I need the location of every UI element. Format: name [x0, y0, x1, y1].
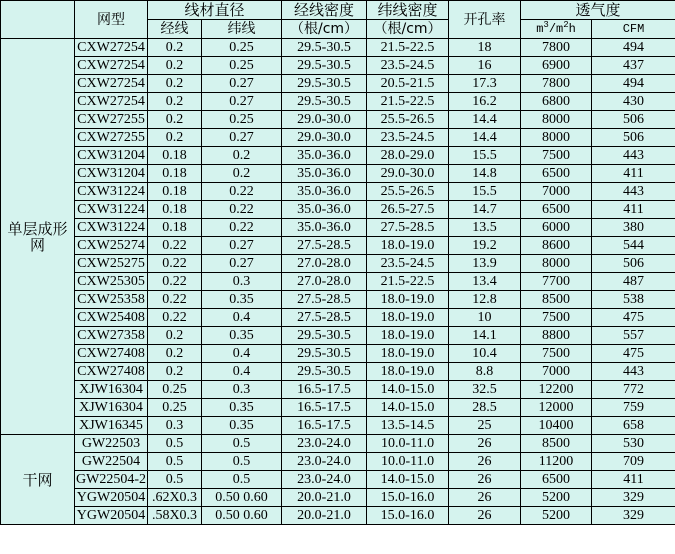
open-area-cell: 28.5	[449, 399, 521, 417]
model-cell: CXW25408	[75, 309, 148, 327]
warp-cell: 0.2	[148, 129, 202, 147]
warp-cell: 0.5	[148, 471, 202, 489]
weft-density-cell: 23.5-24.5	[367, 129, 449, 147]
weft-cell: 0.27	[202, 129, 282, 147]
weft-density-cell: 18.0-19.0	[367, 309, 449, 327]
model-cell: GW22503	[75, 435, 148, 453]
open-area-cell: 14.1	[449, 327, 521, 345]
permeability-cfm-cell: 437	[592, 57, 675, 75]
warp-density-cell: 29.5-30.5	[282, 39, 367, 57]
weft-density-cell: 21.5-22.5	[367, 93, 449, 111]
permeability-cfm-cell: 329	[592, 489, 675, 507]
table-row	[1, 327, 675, 345]
weft-cell: 0.3	[202, 273, 282, 291]
weft-cell: 0.50 0.60	[202, 489, 282, 507]
weft-density-cell: 28.0-29.0	[367, 147, 449, 165]
open-area-cell: 13.4	[449, 273, 521, 291]
table-body	[1, 39, 675, 525]
permeability-m3-cell: 12200	[521, 381, 592, 399]
open-area-cell: 14.8	[449, 165, 521, 183]
permeability-m3-cell: 5200	[521, 507, 592, 525]
weft-cell: 0.4	[202, 345, 282, 363]
open-area-cell: 16	[449, 57, 521, 75]
table-row	[1, 219, 675, 237]
warp-density-cell: 23.0-24.0	[282, 471, 367, 489]
model-cell: YGW20504	[75, 489, 148, 507]
warp-density-cell: 27.5-28.5	[282, 237, 367, 255]
table-row	[1, 255, 675, 273]
permeability-m3-cell: 7800	[521, 75, 592, 93]
permeability-cfm-cell: 772	[592, 381, 675, 399]
weft-cell: 0.25	[202, 111, 282, 129]
warp-cell: 0.2	[148, 111, 202, 129]
model-cell: GW22504	[75, 453, 148, 471]
weft-density-cell: 13.5-14.5	[367, 417, 449, 435]
model-cell: CXW27254	[75, 39, 148, 57]
open-area-cell: 14.4	[449, 111, 521, 129]
warp-density-header: 经线密度	[282, 1, 367, 20]
warp-cell: 0.2	[148, 363, 202, 381]
model-cell: CXW27254	[75, 57, 148, 75]
open-area-cell: 19.2	[449, 237, 521, 255]
table-row	[1, 507, 675, 525]
warp-cell: 0.5	[148, 435, 202, 453]
permeability-m3-cell: 8600	[521, 237, 592, 255]
warp-cell: .58X0.3	[148, 507, 202, 525]
model-cell: CXW27255	[75, 111, 148, 129]
warp-cell: 0.22	[148, 309, 202, 327]
weft-density-cell: 18.0-19.0	[367, 327, 449, 345]
model-cell: CXW27254	[75, 75, 148, 93]
table-row	[1, 57, 675, 75]
warp-density-cell: 27.5-28.5	[282, 291, 367, 309]
group-header-blank	[1, 1, 75, 39]
weft-density-cell: 21.5-22.5	[367, 39, 449, 57]
weft-cell: 0.35	[202, 291, 282, 309]
table-row	[1, 471, 675, 489]
permeability-cfm-cell: 487	[592, 273, 675, 291]
table-row	[1, 273, 675, 291]
permeability-cfm-cell: 530	[592, 435, 675, 453]
permeability-m3-cell: 6500	[521, 201, 592, 219]
model-cell: CXW31224	[75, 201, 148, 219]
model-cell: CXW31204	[75, 147, 148, 165]
permeability-cfm-cell: 494	[592, 39, 675, 57]
table-row	[1, 381, 675, 399]
permeability-m3-cell: 6800	[521, 93, 592, 111]
open-area-cell: 26	[449, 507, 521, 525]
warp-density-cell: 20.0-21.0	[282, 507, 367, 525]
warp-density-cell: 27.5-28.5	[282, 309, 367, 327]
table-row	[1, 237, 675, 255]
weft-density-cell: 14.0-15.0	[367, 471, 449, 489]
weft-cell: 0.22	[202, 201, 282, 219]
weft-density-cell: 18.0-19.0	[367, 291, 449, 309]
model-cell: YGW20504	[75, 507, 148, 525]
warp-cell: 0.2	[148, 327, 202, 345]
table-row	[1, 435, 675, 453]
weft-cell: 0.5	[202, 471, 282, 489]
permeability-cfm-cell: 411	[592, 471, 675, 489]
model-cell: CXW27254	[75, 93, 148, 111]
model-cell: CXW31224	[75, 183, 148, 201]
weft-density-cell: 18.0-19.0	[367, 237, 449, 255]
weft-cell: 0.22	[202, 219, 282, 237]
table-row	[1, 453, 675, 471]
weft-density-cell: 14.0-15.0	[367, 381, 449, 399]
warp-cell: 0.2	[148, 93, 202, 111]
permeability-cfm-cell: 506	[592, 255, 675, 273]
open-area-cell: 10.4	[449, 345, 521, 363]
weft-density-cell: 25.5-26.5	[367, 183, 449, 201]
warp-cell: 0.18	[148, 219, 202, 237]
permeability-m3-cell: 7800	[521, 39, 592, 57]
weft-density-cell: 14.0-15.0	[367, 399, 449, 417]
permeability-m3-cell: 8000	[521, 129, 592, 147]
warp-cell: 0.2	[148, 75, 202, 93]
weft-density-unit: （根/cm）	[367, 20, 449, 39]
weft-cell: 0.25	[202, 39, 282, 57]
warp-cell: 0.22	[148, 237, 202, 255]
weft-density-cell: 25.5-26.5	[367, 111, 449, 129]
warp-density-cell: 35.0-36.0	[282, 183, 367, 201]
model-cell: XJW16304	[75, 399, 148, 417]
permeability-m3-cell: 6500	[521, 471, 592, 489]
permeability-cfm-cell: 443	[592, 147, 675, 165]
table-row	[1, 93, 675, 111]
permeability-m3-cell: 7000	[521, 183, 592, 201]
weft-cell: 0.4	[202, 363, 282, 381]
weft-density-cell: 10.0-11.0	[367, 453, 449, 471]
weft-cell: 0.27	[202, 93, 282, 111]
warp-density-cell: 29.0-30.0	[282, 129, 367, 147]
permeability-cfm-cell: 759	[592, 399, 675, 417]
open-area-cell: 14.7	[449, 201, 521, 219]
model-cell: XJW16345	[75, 417, 148, 435]
warp-cell: 0.18	[148, 183, 202, 201]
permeability-cfm-cell: 443	[592, 363, 675, 381]
weft-density-cell: 15.0-16.0	[367, 507, 449, 525]
warp-density-cell: 29.5-30.5	[282, 327, 367, 345]
weft-cell: 0.27	[202, 237, 282, 255]
warp-density-cell: 29.5-30.5	[282, 93, 367, 111]
model-cell: CXW27408	[75, 363, 148, 381]
weft-cell: 0.35	[202, 327, 282, 345]
warp-density-cell: 29.5-30.5	[282, 345, 367, 363]
open-area-cell: 12.8	[449, 291, 521, 309]
warp-cell: 0.18	[148, 201, 202, 219]
permeability-m3-cell: 10400	[521, 417, 592, 435]
model-cell: CXW27255	[75, 129, 148, 147]
permeability-m3-cell: 8500	[521, 291, 592, 309]
permeability-cfm-cell: 544	[592, 237, 675, 255]
weft-header: 纬线	[202, 20, 282, 39]
table-row	[1, 165, 675, 183]
permeability-cfm-cell: 329	[592, 507, 675, 525]
permeability-m3-cell: 6000	[521, 219, 592, 237]
permeability-m3-cell: 12000	[521, 399, 592, 417]
warp-density-cell: 35.0-36.0	[282, 147, 367, 165]
weft-density-cell: 15.0-16.0	[367, 489, 449, 507]
model-cell: CXW27408	[75, 345, 148, 363]
warp-cell: .62X0.3	[148, 489, 202, 507]
weft-density-cell: 27.5-28.5	[367, 219, 449, 237]
permeability-m3-cell: 11200	[521, 453, 592, 471]
open-area-cell: 15.5	[449, 147, 521, 165]
weft-density-cell: 21.5-22.5	[367, 273, 449, 291]
weft-cell: 0.5	[202, 453, 282, 471]
permeability-m3-cell: 7500	[521, 147, 592, 165]
table-row	[1, 147, 675, 165]
weft-density-cell: 18.0-19.0	[367, 363, 449, 381]
warp-density-cell: 29.5-30.5	[282, 363, 367, 381]
permeability-cfm-cell: 494	[592, 75, 675, 93]
warp-density-cell: 35.0-36.0	[282, 219, 367, 237]
weft-cell: 0.3	[202, 381, 282, 399]
weft-cell: 0.2	[202, 165, 282, 183]
air-permeability-header: 透气度	[521, 1, 675, 20]
permeability-cfm-cell: 658	[592, 417, 675, 435]
model-cell: GW22504-2	[76, 471, 146, 487]
warp-cell: 0.25	[148, 399, 202, 417]
group-label: 干网	[1, 435, 75, 525]
model-cell: CXW25358	[75, 291, 148, 309]
permeability-m3-cell: 6500	[521, 165, 592, 183]
permeability-m3-cell: 6900	[521, 57, 592, 75]
open-area-cell: 25	[449, 417, 521, 435]
warp-cell: 0.2	[148, 57, 202, 75]
open-area-cell: 26	[449, 471, 521, 489]
permeability-m3-cell: 7500	[521, 309, 592, 327]
weft-cell: 0.50 0.60	[202, 507, 282, 525]
warp-cell: 0.2	[148, 345, 202, 363]
model-header: 网型	[75, 1, 148, 39]
permeability-cfm-cell: 709	[592, 453, 675, 471]
table-row	[1, 291, 675, 309]
permeability-cfm-cell: 411	[592, 201, 675, 219]
warp-density-cell: 35.0-36.0	[282, 201, 367, 219]
permeability-m3-cell: 8000	[521, 111, 592, 129]
weft-density-cell: 23.5-24.5	[367, 57, 449, 75]
open-area-cell: 26	[449, 453, 521, 471]
model-cell: CXW31224	[75, 219, 148, 237]
weft-density-header: 纬线密度	[367, 1, 449, 20]
permeability-cfm-cell: 557	[592, 327, 675, 345]
permeability-cfm-cell: 475	[592, 345, 675, 363]
weft-cell: 0.27	[202, 75, 282, 93]
warp-density-unit: （根/cm）	[282, 20, 367, 39]
weft-cell: 0.4	[202, 309, 282, 327]
warp-cell: 0.18	[148, 165, 202, 183]
model-cell: CXW25274	[75, 237, 148, 255]
m3-unit-header: $m^3/m^2h$	[521, 20, 592, 39]
weft-density-cell: 26.5-27.5	[367, 201, 449, 219]
open-area-cell: 26	[449, 489, 521, 507]
cfm-unit-header: CFM	[592, 20, 675, 39]
model-cell: CXW31204	[75, 165, 148, 183]
table-row	[1, 111, 675, 129]
warp-cell: 0.22	[148, 255, 202, 273]
table-row	[1, 345, 675, 363]
model-cell: CXW25275	[75, 255, 148, 273]
warp-cell: 0.25	[148, 381, 202, 399]
model-cell: XJW16304	[75, 381, 148, 399]
group-label: 单层成形网	[1, 39, 75, 435]
warp-density-cell: 29.5-30.5	[282, 75, 367, 93]
weft-cell: 0.25	[202, 57, 282, 75]
warp-density-cell: 35.0-36.0	[282, 165, 367, 183]
open-area-cell: 13.5	[449, 219, 521, 237]
warp-density-cell: 29.0-30.0	[282, 111, 367, 129]
warp-density-cell: 29.5-30.5	[282, 57, 367, 75]
model-cell: CXW25305	[75, 273, 148, 291]
permeability-cfm-cell: 475	[592, 309, 675, 327]
warp-density-cell: 20.0-21.0	[282, 489, 367, 507]
open-area-cell: 15.5	[449, 183, 521, 201]
table-row	[1, 417, 675, 435]
table-row	[1, 201, 675, 219]
weft-cell: 0.27	[202, 255, 282, 273]
warp-cell: 0.5	[148, 453, 202, 471]
permeability-m3-cell: 7000	[521, 363, 592, 381]
table-row	[1, 129, 675, 147]
permeability-cfm-cell: 538	[592, 291, 675, 309]
weft-cell: 0.35	[202, 417, 282, 435]
warp-cell: 0.22	[148, 291, 202, 309]
weft-cell: 0.5	[202, 435, 282, 453]
weft-cell: 0.22	[202, 183, 282, 201]
warp-density-cell: 16.5-17.5	[282, 399, 367, 417]
table-row	[1, 183, 675, 201]
permeability-cfm-cell: 506	[592, 111, 675, 129]
open-area-cell: 10	[449, 309, 521, 327]
open-area-cell: 16.2	[449, 93, 521, 111]
permeability-m3-cell: 7500	[521, 345, 592, 363]
weft-density-cell: 18.0-19.0	[367, 345, 449, 363]
warp-header: 经线	[148, 20, 202, 39]
open-area-cell: 18	[449, 39, 521, 57]
permeability-cfm-cell: 430	[592, 93, 675, 111]
weft-density-cell: 29.0-30.0	[367, 165, 449, 183]
warp-cell: 0.22	[148, 273, 202, 291]
header-row-1	[1, 1, 675, 20]
warp-density-cell: 27.0-28.0	[282, 273, 367, 291]
permeability-m3-cell: 7700	[521, 273, 592, 291]
warp-cell: 0.3	[148, 417, 202, 435]
weft-density-cell: 10.0-11.0	[367, 435, 449, 453]
permeability-m3-cell: 8800	[521, 327, 592, 345]
weft-density-cell: 23.5-24.5	[367, 255, 449, 273]
wire-diameter-header: 线材直径	[148, 1, 282, 20]
warp-density-cell: 23.0-24.0	[282, 435, 367, 453]
permeability-m3-cell: 8500	[521, 435, 592, 453]
weft-cell: 0.35	[202, 399, 282, 417]
warp-density-cell: 16.5-17.5	[282, 417, 367, 435]
table-row	[1, 363, 675, 381]
warp-cell: 0.18	[148, 147, 202, 165]
table-row	[1, 39, 675, 57]
model-cell: CXW27358	[75, 327, 148, 345]
open-area-cell: 8.8	[449, 363, 521, 381]
permeability-cfm-cell: 380	[592, 219, 675, 237]
warp-density-cell: 23.0-24.0	[282, 453, 367, 471]
open-area-cell: 17.3	[449, 75, 521, 93]
table-row	[1, 309, 675, 327]
open-area-cell: 32.5	[449, 381, 521, 399]
open-area-cell: 26	[449, 435, 521, 453]
warp-density-cell: 27.0-28.0	[282, 255, 367, 273]
weft-cell: 0.2	[202, 147, 282, 165]
open-area-cell: 13.9	[449, 255, 521, 273]
open-area-header: 开孔率	[449, 1, 521, 39]
permeability-cfm-cell: 443	[592, 183, 675, 201]
table-row	[1, 489, 675, 507]
permeability-cfm-cell: 506	[592, 129, 675, 147]
warp-density-cell: 16.5-17.5	[282, 381, 367, 399]
table-row	[1, 399, 675, 417]
table-row	[1, 75, 675, 93]
open-area-cell: 14.4	[449, 129, 521, 147]
permeability-m3-cell: 8000	[521, 255, 592, 273]
permeability-cfm-cell: 411	[592, 165, 675, 183]
warp-cell: 0.2	[148, 39, 202, 57]
permeability-m3-cell: 5200	[521, 489, 592, 507]
weft-density-cell: 20.5-21.5	[367, 75, 449, 93]
